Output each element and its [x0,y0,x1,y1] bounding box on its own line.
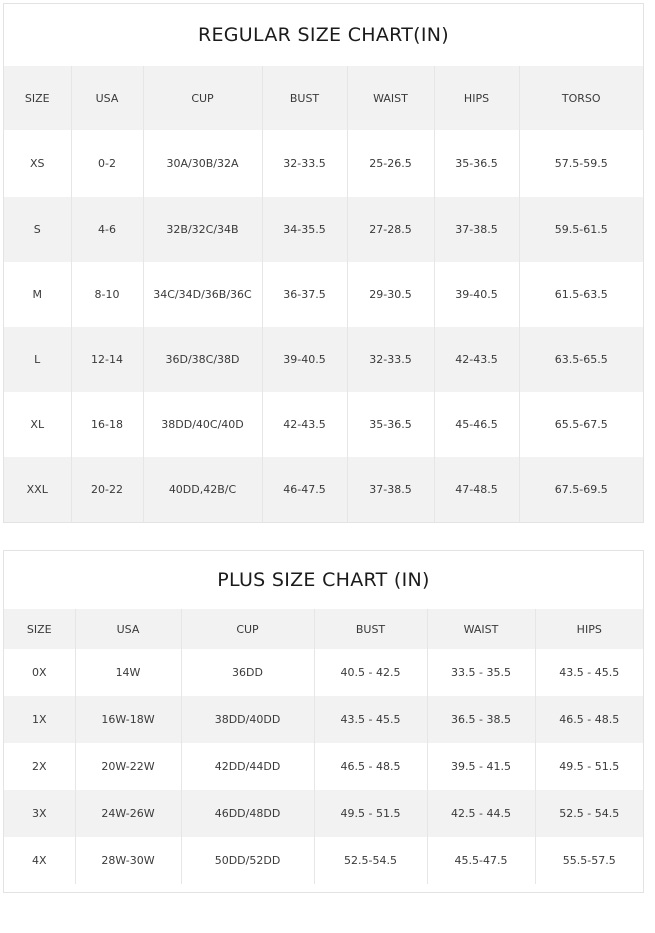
table-row [4,837,643,884]
table-cell: 35-36.5 [434,130,519,197]
header-cell-waist: WAIST [347,66,434,130]
table-row [4,743,643,790]
table-cell: 27-28.5 [347,197,434,262]
table-cell: 2X [31,760,47,773]
table-cell: 42-43.5 [262,392,347,457]
table-cell: 35-36.5 [347,392,434,457]
table-cell: 50DD/52DD [181,837,314,884]
table-cell: 4X [31,854,47,867]
table-cell: 45.5-47.5 [427,837,535,884]
header-cell-usa: USA [71,66,143,130]
table-cell: 42DD/44DD [181,743,314,790]
table-row [4,649,643,696]
table-cell: 36DD [181,649,314,696]
table-cell: 52.5-54.5 [314,837,427,884]
plus-chart-title: PLUS SIZE CHART (IN) [217,569,430,591]
table-cell: 42-43.5 [434,327,519,392]
table-cell: 47-48.5 [434,457,519,522]
table-cell: 45-46.5 [434,392,519,457]
table-cell: 49.5 - 51.5 [535,743,643,790]
table-cell: 32-33.5 [262,130,347,197]
table-cell: 49.5 - 51.5 [314,790,427,837]
regular-header-row [4,66,643,130]
table-cell: 16W-18W [75,696,181,743]
table-cell: 36D/38C/38D [143,327,262,392]
table-cell: M [32,288,42,301]
table-row [4,457,643,522]
table-cell: 0-2 [71,130,143,197]
table-cell: 34C/34D/36B/36C [143,262,262,327]
header-cell-waist: WAIST [427,609,535,649]
table-cell: 40.5 - 42.5 [314,649,427,696]
table-cell: 33.5 - 35.5 [427,649,535,696]
table-cell: 29-30.5 [347,262,434,327]
table-cell: 46.5 - 48.5 [314,743,427,790]
table-row [4,392,643,457]
table-cell: 20W-22W [75,743,181,790]
table-row [4,696,643,743]
header-cell-bust: BUST [314,609,427,649]
table-cell: 46-47.5 [262,457,347,522]
table-cell: 8-10 [71,262,143,327]
table-cell: 43.5 - 45.5 [535,649,643,696]
regular-size-table [4,66,643,522]
header-cell-hips: HIPS [434,66,519,130]
header-cell-size: SIZE [4,609,75,649]
table-row [4,197,643,262]
table-row [4,262,643,327]
header-cell-bust: BUST [262,66,347,130]
table-cell: 36.5 - 38.5 [427,696,535,743]
table-cell: 65.5-67.5 [519,392,643,457]
header-cell-size: SIZE [4,66,71,130]
table-cell: 59.5-61.5 [519,197,643,262]
table-cell: 14W [75,649,181,696]
table-cell: 37-38.5 [347,457,434,522]
table-cell: S [4,197,71,262]
table-cell: 3X [4,790,75,837]
table-cell: 38DD/40DD [181,696,314,743]
table-cell: 38DD/40C/40D [143,392,262,457]
table-cell: XL [30,418,45,431]
table-cell: 32-33.5 [347,327,434,392]
table-cell: 39-40.5 [262,327,347,392]
table-cell: 43.5 - 45.5 [314,696,427,743]
regular-chart-title: REGULAR SIZE CHART(IN) [197,24,450,46]
table-cell: 52.5 - 54.5 [535,790,643,837]
header-cell-cup: CUP [181,609,314,649]
table-cell: 12-14 [71,327,143,392]
table-cell: 30A/30B/32A [143,130,262,197]
table-cell: 0X [31,666,47,679]
table-cell: 39.5 - 41.5 [427,743,535,790]
table-cell: 42.5 - 44.5 [427,790,535,837]
table-cell: 61.5-63.5 [519,262,643,327]
plus-header-row [4,609,643,649]
header-cell-hips: HIPS [535,609,643,649]
regular-size-chart [3,3,644,523]
table-cell: 16-18 [71,392,143,457]
table-cell: 28W-30W [75,837,181,884]
header-cell-usa: USA [75,609,181,649]
table-cell: 4-6 [71,197,143,262]
table-cell: 37-38.5 [434,197,519,262]
plus-size-chart [3,550,644,893]
table-cell: XS [29,157,45,170]
table-cell: 46DD/48DD [181,790,314,837]
table-cell: 24W-26W [75,790,181,837]
table-cell: XXL [4,457,71,522]
table-cell: 32B/32C/34B [143,197,262,262]
table-cell: 20-22 [71,457,143,522]
table-cell: 39-40.5 [434,262,519,327]
table-cell: 25-26.5 [347,130,434,197]
table-cell: 36-37.5 [262,262,347,327]
table-cell: 46.5 - 48.5 [535,696,643,743]
header-cell-torso: TORSO [519,66,643,130]
table-cell: 1X [4,696,75,743]
table-row [4,130,643,197]
table-cell: 55.5-57.5 [535,837,643,884]
table-cell: 40DD,42B/C [143,457,262,522]
table-cell: L [4,327,71,392]
header-cell-cup: CUP [143,66,262,130]
plus-size-table [4,609,643,884]
table-cell: 67.5-69.5 [519,457,643,522]
table-cell: 57.5-59.5 [519,130,643,197]
table-cell: 34-35.5 [262,197,347,262]
table-row [4,790,643,837]
table-row [4,327,643,392]
table-cell: 63.5-65.5 [519,327,643,392]
